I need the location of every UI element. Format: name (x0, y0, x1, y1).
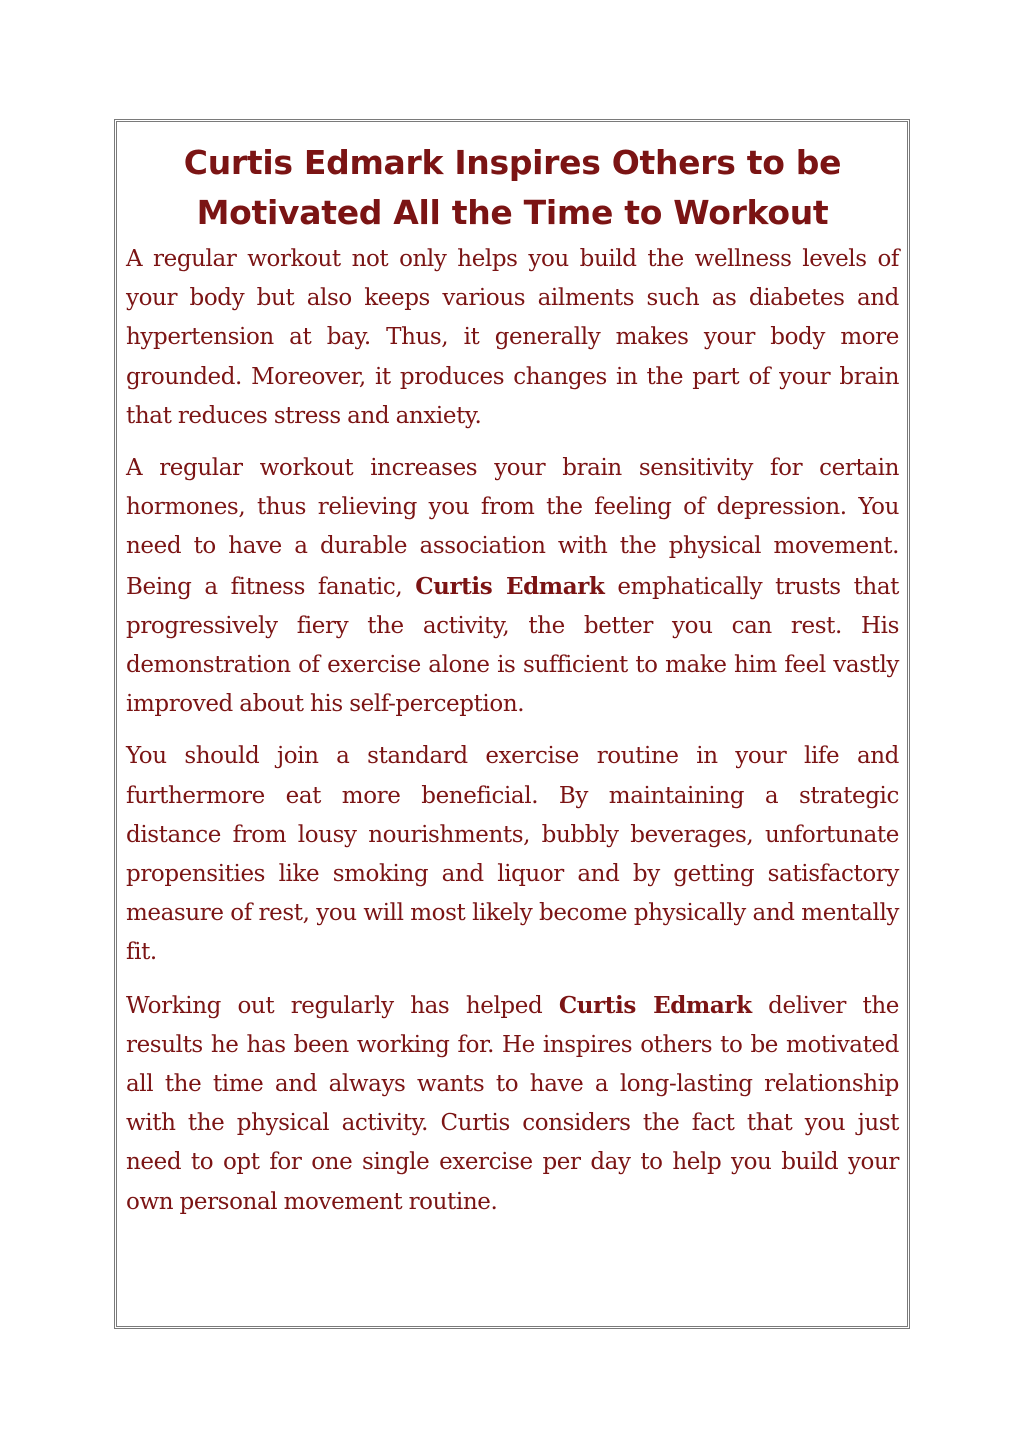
paragraph-4-bold-name: Curtis Edmark (558, 991, 752, 1019)
paragraph-3: You should join a standard exercise routine in your life and furthermore eat more beneficial. By maintaining a strategic distance from lousy nourishments, bubbly beverages, unfortunate propensities like smoking and liquor and by getting satisfactory measure of rest, you will most likely become physically and mentally fit. (126, 743, 899, 966)
paragraph-2-text-end: emphatically trusts that progressively fiery the activity, the better you can rest. His demonstration of exercise alone is sufficient to make him feel vastly improved about his self-perception. (126, 573, 899, 718)
paragraph-4-text-start: Working out regularly has helped (126, 992, 559, 1019)
paragraph-4 (126, 986, 899, 1222)
paragraph-2-text-start: A regular workout increases your brain sensitivity for certain hormones, thus relieving you from the feeling of depression. You need to have a durable association with the physical movement. Being a fitness fanatic, (126, 455, 899, 600)
paragraph-4-text-end: deliver the results he has been working for. He inspires others to be motivated all the time and always wants to have a long-lasting relationship with the physical activity. Curtis considers the fact that you just need to opt for one single exercise per day to help you build your own personal movement routine. (126, 992, 899, 1215)
document-title: Curtis Edmark Inspires Others to be Motivated All the Time to Workout (183, 143, 842, 232)
document-frame (114, 119, 910, 1329)
paragraph-2-bold-name: Curtis Edmark (415, 572, 605, 600)
paragraph-1: A regular workout not only helps you build the wellness levels of your body but also keeps various ailments such as diabetes and hypertension at bay. Thus, it generally makes your body more grounded. Moreover, it produces changes in the part of your brain that reduces stress and anxiety. (126, 246, 899, 429)
paragraph-2 (126, 449, 899, 724)
